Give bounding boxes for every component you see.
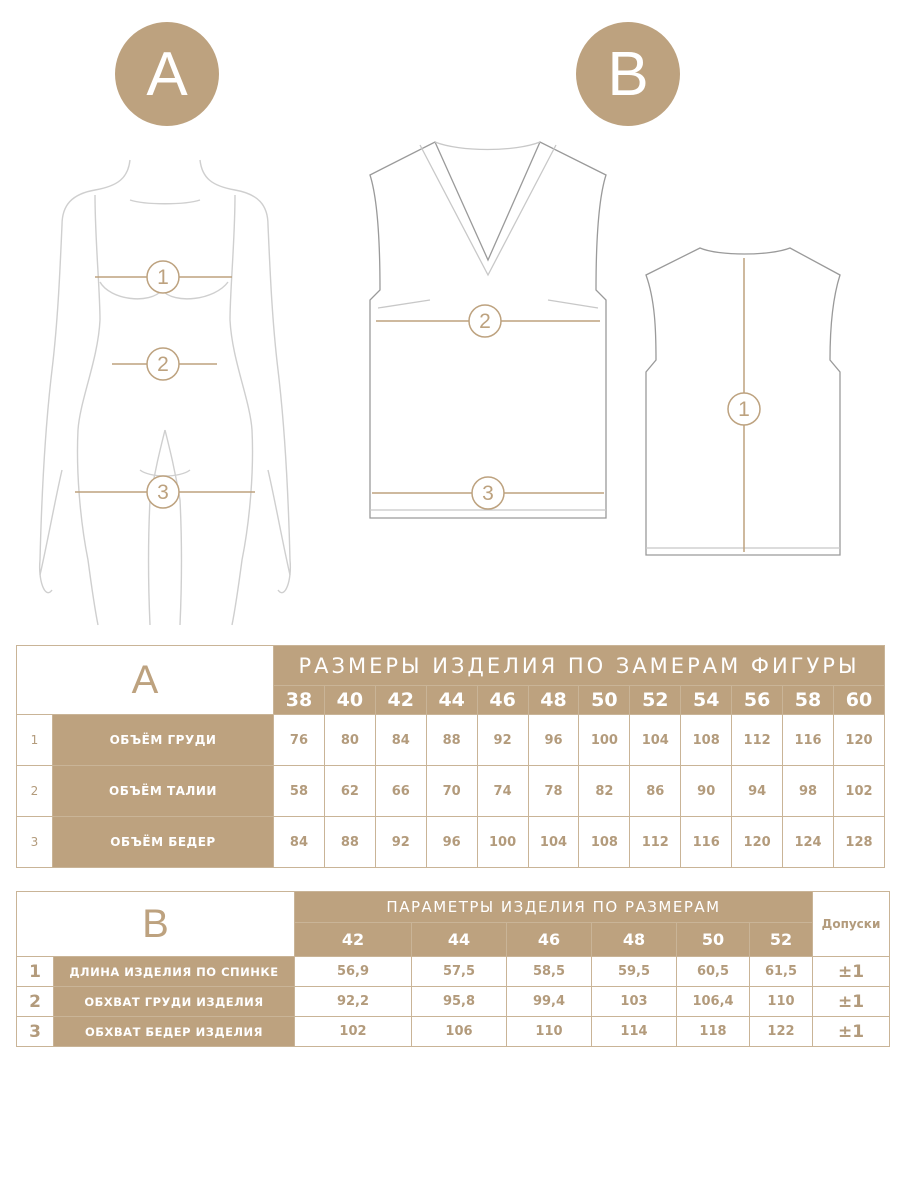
table-cell: 120	[833, 715, 884, 766]
table-cell: 128	[833, 817, 884, 868]
size-header: 60	[833, 686, 884, 715]
table-cell: 116	[681, 817, 732, 868]
size-header: 48	[528, 686, 579, 715]
measurement-illustration	[0, 130, 900, 630]
table-cell: 57,5	[412, 957, 507, 987]
size-header: 44	[426, 686, 477, 715]
size-header: 52	[750, 923, 813, 957]
table-cell: 92	[375, 817, 426, 868]
tolerance-cell: ±1	[813, 987, 890, 1017]
size-header: 48	[592, 923, 677, 957]
body-figure-icon	[40, 160, 291, 625]
row-label: ОБЪЁМ ГРУДИ	[53, 715, 274, 766]
size-table-a	[16, 645, 885, 868]
row-label: ОБХВАТ БЕДЕР ИЗДЕЛИЯ	[54, 1017, 295, 1047]
badge-b: B	[576, 22, 680, 126]
size-header: 52	[630, 686, 681, 715]
row-label: ОБЪЁМ ТАЛИИ	[53, 766, 274, 817]
table-cell: 112	[732, 715, 783, 766]
table-cell: 122	[750, 1017, 813, 1047]
figure-marker-3: 3	[157, 481, 169, 504]
tolerance-cell: ±1	[813, 1017, 890, 1047]
table-cell: 76	[274, 715, 325, 766]
row-number: 2	[17, 766, 53, 817]
table-cell: 59,5	[592, 957, 677, 987]
front-marker-3: 3	[482, 482, 494, 505]
row-label: ДЛИНА ИЗДЕЛИЯ ПО СПИНКЕ	[54, 957, 295, 987]
table-cell: 82	[579, 766, 630, 817]
size-header: 50	[677, 923, 750, 957]
row-number: 1	[17, 715, 53, 766]
table-cell: 70	[426, 766, 477, 817]
row-number: 1	[17, 957, 54, 987]
table-cell: 104	[630, 715, 681, 766]
table-row	[17, 987, 890, 1017]
table-cell: 92	[477, 715, 528, 766]
table-cell: 100	[477, 817, 528, 868]
size-header: 46	[507, 923, 592, 957]
table-cell: 108	[681, 715, 732, 766]
table-row	[17, 766, 885, 817]
table-cell: 118	[677, 1017, 750, 1047]
table-cell: 92,2	[295, 987, 412, 1017]
table-cell: 84	[375, 715, 426, 766]
table-cell: 56,9	[295, 957, 412, 987]
size-header: 38	[274, 686, 325, 715]
table-cell: 74	[477, 766, 528, 817]
back-marker-1: 1	[738, 398, 750, 421]
front-marker-2: 2	[479, 310, 491, 333]
table-cell: 94	[732, 766, 783, 817]
table-cell: 96	[528, 715, 579, 766]
size-header: 46	[477, 686, 528, 715]
row-number: 2	[17, 987, 54, 1017]
table-cell: 110	[507, 1017, 592, 1047]
figure-marker-1: 1	[157, 266, 169, 289]
table-row	[17, 957, 890, 987]
row-label: ОБЪЁМ БЕДЕР	[53, 817, 274, 868]
table-cell: 108	[579, 817, 630, 868]
table-cell: 58	[274, 766, 325, 817]
size-header: 54	[681, 686, 732, 715]
row-label: ОБХВАТ ГРУДИ ИЗДЕЛИЯ	[54, 987, 295, 1017]
figure-marker-2: 2	[157, 353, 169, 376]
table-a-label: A	[17, 646, 274, 715]
table-cell: 110	[750, 987, 813, 1017]
table-cell: 103	[592, 987, 677, 1017]
size-header: 40	[324, 686, 375, 715]
tolerance-cell: ±1	[813, 957, 890, 987]
table-cell: 106	[412, 1017, 507, 1047]
table-a-title: РАЗМЕРЫ ИЗДЕЛИЯ ПО ЗАМЕРАМ ФИГУРЫ	[274, 646, 885, 686]
table-cell: 58,5	[507, 957, 592, 987]
size-header: 56	[732, 686, 783, 715]
table-row	[17, 715, 885, 766]
table-cell: 120	[732, 817, 783, 868]
table-b-title: ПАРАМЕТРЫ ИЗДЕЛИЯ ПО РАЗМЕРАМ	[295, 892, 813, 923]
table-cell: 96	[426, 817, 477, 868]
table-cell: 78	[528, 766, 579, 817]
table-cell: 116	[783, 715, 834, 766]
size-header: 58	[783, 686, 834, 715]
size-header: 50	[579, 686, 630, 715]
tolerance-header: Допуски	[813, 892, 890, 957]
table-cell: 104	[528, 817, 579, 868]
table-row	[17, 1017, 890, 1047]
size-table-b	[16, 891, 890, 1047]
table-row	[17, 817, 885, 868]
table-cell: 124	[783, 817, 834, 868]
row-number: 3	[17, 817, 53, 868]
table-cell: 98	[783, 766, 834, 817]
table-cell: 60,5	[677, 957, 750, 987]
table-cell: 100	[579, 715, 630, 766]
table-cell: 102	[833, 766, 884, 817]
size-header: 42	[375, 686, 426, 715]
table-cell: 86	[630, 766, 681, 817]
table-cell: 61,5	[750, 957, 813, 987]
badge-a: A	[115, 22, 219, 126]
table-cell: 90	[681, 766, 732, 817]
table-b-label: B	[17, 892, 295, 957]
table-cell: 88	[324, 817, 375, 868]
table-cell: 80	[324, 715, 375, 766]
table-cell: 102	[295, 1017, 412, 1047]
table-cell: 95,8	[412, 987, 507, 1017]
row-number: 3	[17, 1017, 54, 1047]
table-cell: 106,4	[677, 987, 750, 1017]
table-cell: 99,4	[507, 987, 592, 1017]
table-cell: 84	[274, 817, 325, 868]
table-cell: 66	[375, 766, 426, 817]
size-header: 44	[412, 923, 507, 957]
table-cell: 114	[592, 1017, 677, 1047]
table-cell: 112	[630, 817, 681, 868]
table-cell: 62	[324, 766, 375, 817]
size-header: 42	[295, 923, 412, 957]
table-cell: 88	[426, 715, 477, 766]
